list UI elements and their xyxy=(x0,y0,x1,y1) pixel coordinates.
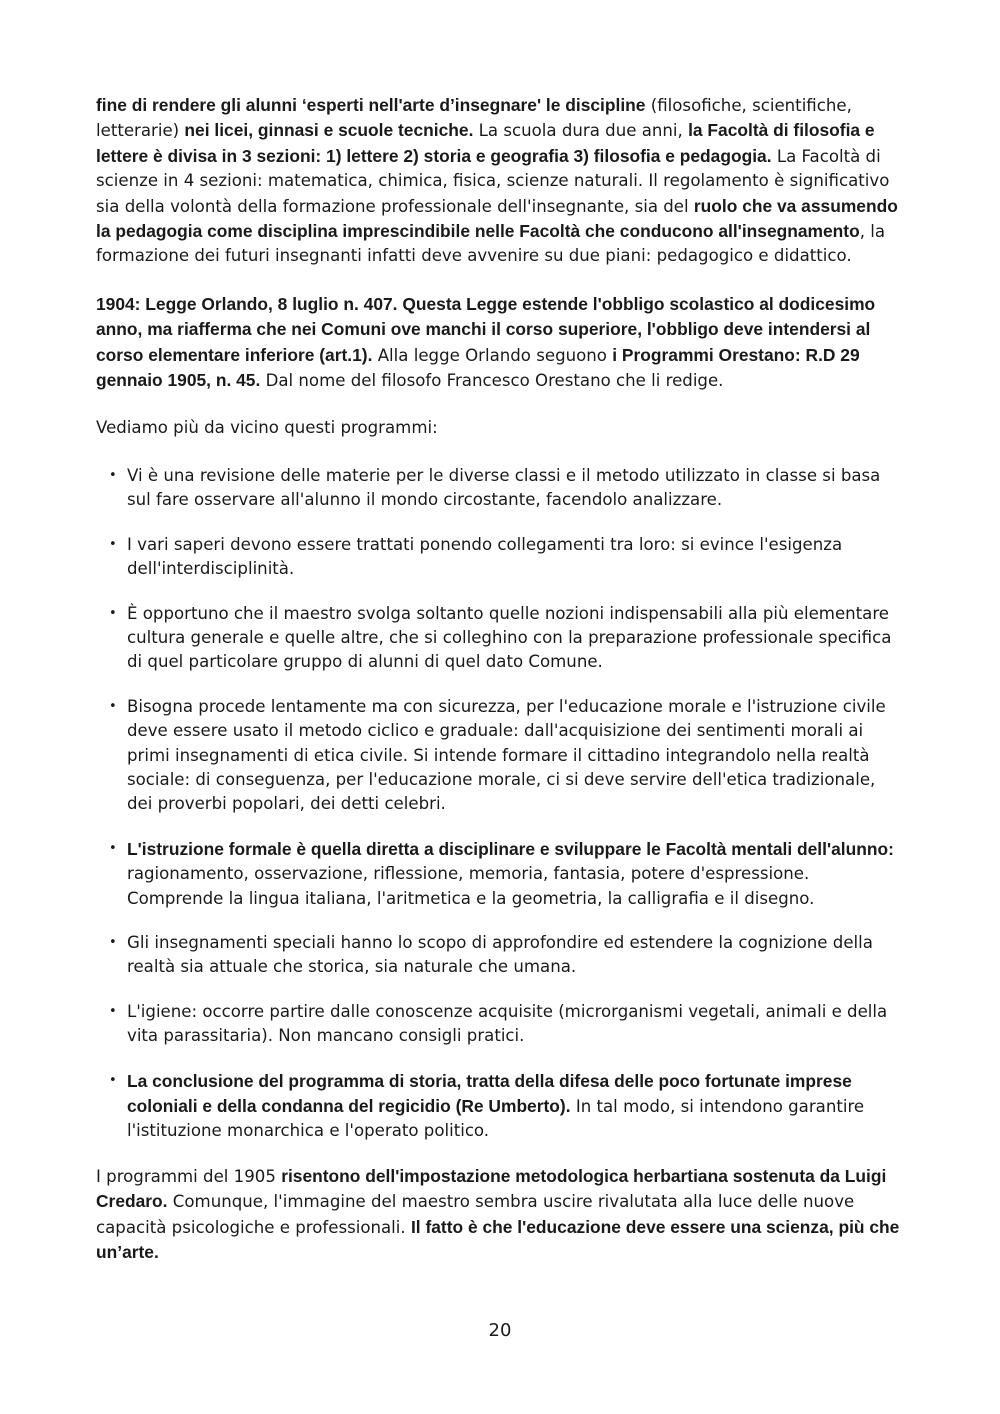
text-run: Vi è una revisione delle materie per le diverse classi e il metodo utilizzato in classe si basa sul fare osservare all'alunno il mondo circostante, facendolo analizzare. xyxy=(127,465,881,510)
text-run: Comunque, l'immagine del maestro sembra uscire rivalutata alla luce delle nuove capacità psicologiche e professionali. xyxy=(96,1192,855,1237)
page-body xyxy=(96,93,904,1288)
list-item xyxy=(96,695,904,817)
list-item xyxy=(96,464,904,513)
list-item xyxy=(96,533,904,582)
list-item xyxy=(96,837,904,911)
list-item xyxy=(96,602,904,675)
list-item xyxy=(96,931,904,980)
text-run: nei licei, ginnasi e scuole tecniche. xyxy=(184,120,474,141)
text-run: In tal modo, si intendono garantire l'istituzione monarchica e l'operato politico. xyxy=(127,1097,865,1141)
text-run: Dal nome del filosofo Francesco Orestano che li redige. xyxy=(260,371,724,391)
paragraph-legge-orlando xyxy=(96,292,904,394)
list-item xyxy=(96,1069,904,1144)
text-run: Alla legge Orlando seguono xyxy=(372,345,613,365)
text-run: I vari saperi devono essere trattati ponendo collegamenti tra loro: si evince l'esigenza dell'interdisciplinità. xyxy=(127,534,843,579)
text-run: I programmi del 1905 xyxy=(96,1166,282,1186)
text-run: Il fatto è che l'educazione deve essere una scienza, più che un’arte. xyxy=(96,1216,900,1263)
text-run: risentono dell'impostazione metodologica herbartiana sostenuta da Luigi Credaro. xyxy=(96,1165,887,1212)
paragraph-conclusione xyxy=(96,1164,904,1266)
text-run: i Programmi Orestano: R.D 29 gennaio 1905, n. 45. xyxy=(96,344,860,391)
text-run: , la formazione dei futuri insegnanti infatti deve avvenire su due piani: pedagogico e didattico. xyxy=(96,222,886,266)
text-run: L'istruzione formale è quella diretta a disciplinare e sviluppare le Facoltà mentali dell'alunno: xyxy=(127,838,894,859)
text-run: la Facoltà di filosofia e lettere è divisa in 3 sezioni: 1) lettere 2) storia e geografia 3) filosofia e pedagogia. xyxy=(96,120,875,166)
paragraph-regolamento xyxy=(96,93,904,269)
text-run: 1904: Legge Orlando, 8 luglio n. 407. Questa Legge estende l'obbligo scolastico al dodicesimo anno, ma riafferma che nei Comuni ove manchi il corso superiore, l'obbligo deve intendersi al corso elementare inferiore (art.1). xyxy=(96,293,876,365)
text-run: È opportuno che il maestro svolga soltanto quelle nozioni indispensabili alla più elementare cultura generale e quelle altre, che si colleghino con la preparazione professionale specifica di quel particolare gruppo di alunni di quel dato Comune. xyxy=(127,603,892,672)
page-number: 20 xyxy=(488,1320,512,1341)
list-item xyxy=(96,1000,904,1049)
text-run: (filosofiche, scientifiche, letterarie) xyxy=(96,96,852,141)
programmi-list xyxy=(96,464,904,1144)
text-run: La Facoltà di scienze in 4 sezioni: matematica, chimica, fisica, scienze naturali. Il regolamento è significativo sia della volontà della formazione professionale dell'insegnante, sia del xyxy=(96,146,890,216)
text-run: La conclusione del programma di storia, tratta della difesa delle poco fortunate imprese coloniali e della condanna del regicidio (Re Umberto). xyxy=(127,1070,852,1116)
paragraph-intro-programmi xyxy=(96,416,904,440)
text-run: ragionamento, osservazione, riflessione, memoria, fantasia, potere d'espressione. Comprende la lingua italiana, l'aritmetica e la geometria, la calligrafia e il disegno. xyxy=(127,864,815,908)
text-run: La scuola dura due anni, xyxy=(473,121,689,141)
text-run: fine di rendere gli alunni ‘esperti nell'arte d’insegnare' le discipline xyxy=(96,95,646,115)
text-run: Vediamo più da vicino questi programmi: xyxy=(96,418,438,438)
text-run: L'igiene: occorre partire dalle conoscenze acquisite (microrganismi vegetali, animali e della vita parassitaria). Non mancano consigli pratici. xyxy=(127,1001,888,1046)
text-run: Bisogna procede lentamente ma con sicurezza, per l'educazione morale e l'istruzione civile deve essere usato il metodo ciclico e graduale: dall'acquisizione dei sentimenti morali ai primi insegnamenti di etica civile. Si intende formare il cittadino integrandolo nella realtà sociale: di conseguenza, per l'educazione morale, ci si deve servire dell'etica tradizionale, dei proverbi popolari, dei detti celebri. xyxy=(127,696,886,814)
text-run: ruolo che va assumendo la pedagogia come disciplina imprescindibile nelle Facoltà che conducono all'insegnamento xyxy=(96,195,898,242)
text-run: Gli insegnamenti speciali hanno lo scopo di approfondire ed estendere la cognizione della realtà sia attuale che storica, sia naturale che umana. xyxy=(127,932,873,977)
